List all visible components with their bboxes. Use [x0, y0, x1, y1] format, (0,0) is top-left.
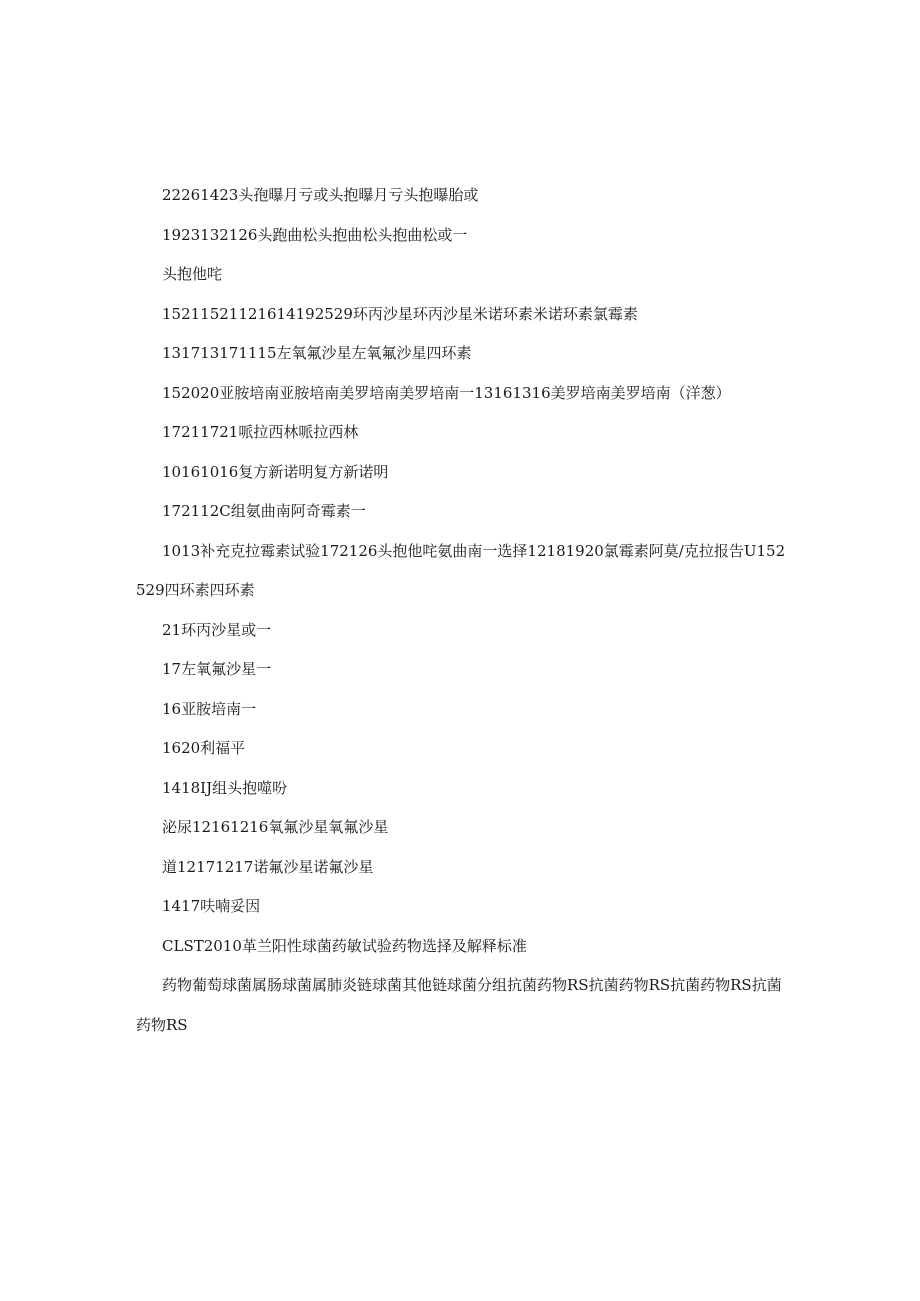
paragraph: 17左氧氟沙星一 — [162, 660, 272, 678]
table-header-text: 药物葡萄球菌属肠球菌属肺炎链球菌其他链球菌分组抗菌药物RS抗菌药物RS抗菌药物RS抗菌药物RS — [136, 976, 782, 1034]
paragraph: 1418IJ组头抱噬吩 — [162, 778, 288, 797]
paragraph: 1923132126头跑曲松头抱曲松头抱曲松或一 — [162, 225, 468, 244]
paragraph: 道12171217诺氟沙星诺氟沙星 — [162, 857, 374, 876]
paragraph: 17211721哌拉西林哌拉西林 — [162, 423, 359, 441]
paragraph: 21环丙沙星或一 — [162, 620, 272, 639]
paragraph: 1417呋喃妥因 — [162, 897, 261, 915]
paragraph: 15211521121614192529环丙沙星环丙沙星米诺环素米诺环素氯霉素 — [162, 304, 638, 323]
paragraph: 1013补充克拉霉素试验172126头抱他咤氨曲南一选择12181920氯霉素阿莫/克拉报告U152529四环素四环素 — [136, 541, 786, 599]
paragraph: 152020亚胺培南亚胺培南美罗培南美罗培南一13161316美罗培南美罗培南（洋葱） — [162, 383, 731, 402]
paragraph: 172112C组氨曲南阿奇霉素一 — [162, 502, 366, 520]
paragraph: 泌尿12161216氧氟沙星氧氟沙星 — [162, 818, 389, 836]
paragraph: 22261423头孢曝月亏或头抱曝月亏头抱曝胎或 — [162, 186, 479, 204]
paragraph: 131713171115左氧氟沙星左氧氟沙星四环素 — [162, 344, 472, 362]
document-body — [136, 176, 786, 1045]
section-heading: CLST2010革兰阳性球菌药敏试验药物选择及解释标准 — [162, 936, 527, 955]
paragraph: 1620利福平 — [162, 739, 246, 757]
paragraph: 10161016复方新诺明复方新诺明 — [162, 462, 389, 481]
paragraph: 16亚胺培南一 — [162, 699, 257, 718]
paragraph: 头抱他咤 — [162, 265, 223, 283]
